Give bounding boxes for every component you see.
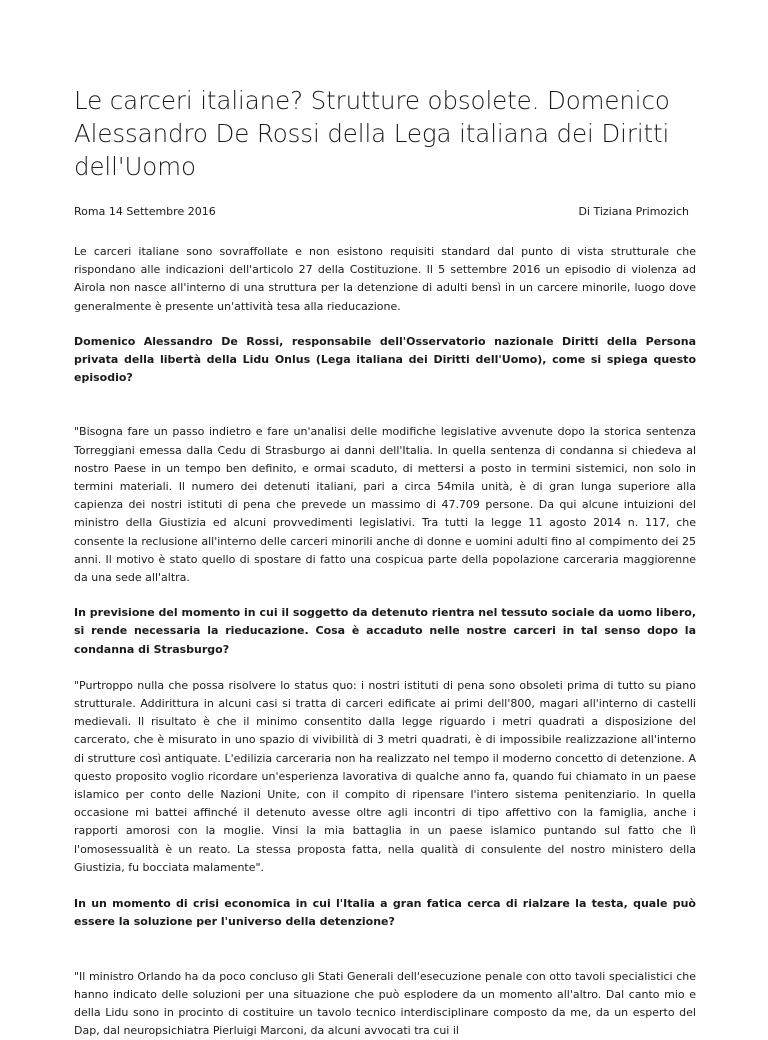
question-3: In un momento di crisi economica in cui l'Italia a gran fatica cerca di rialzare la testa, quale può essere la soluzione per l'universo della detenzione? — [74, 895, 696, 931]
answer-3: "Il ministro Orlando ha da poco concluso gli Stati Generali dell'esecuzione penale con otto tavoli specialistici che hanno indicato delle soluzioni per una situazione che può esplodere da un momento all'altro. Dal canto mio e della Lidu sono in procinto di costituire un tavolo tecnico interdisciplinare composto da me, da un esperto del Dap, dal neuropsichiatra Pierluigi Marconi, da alcuni avvocati tra cui il — [74, 968, 696, 1040]
author-byline: Di Tiziana Primozich — [578, 205, 696, 219]
answer-1: "Bisogna fare un passo indietro e fare un'analisi delle modifiche legislative avvenute dopo la storica sentenza Torreggiani emessa dalla Cedu di Strasburgo ai danni dell'Italia. In quella sentenza di condanna si chiedeva al nostro Paese in un tempo ben definito, e ormai scaduto, di mettersi a posto in termini sistemici, non solo in termini materiali. Il numero dei detenuti italiani, pari a circa 54mila unità, è di gran lunga superiore alla capienza dei nostri istituti di pena che prevede un massimo di 47.709 persone. Da qui alcune intuizioni del ministro della Giustizia ed alcuni provvedimenti legislativi. Tra tutti la legge 11 agosto 2014 n. 117, che consente la reclusione all'interno delle carceri minorili anche di donne e uomini adulti fino al compimento dei 25 anni. Il motivo è stato quello di spostare di fatto una cospicua parte della popolazione carceraria maggiorenne da una sede all'altra. — [74, 423, 696, 587]
article-meta — [74, 205, 696, 219]
answer-2: "Purtroppo nulla che possa risolvere lo status quo: i nostri istituti di pena sono obsoleti prima di tutto su piano strutturale. Addirittura in alcuni casi si tratta di carceri edificate ai primi dell'800, magari all'interno di castelli medievali. Il risultato è che il minimo consentito dalla legge riguardo i metri quadrati a disposizione del carcerato, che è misurato in uno spazio di vivibilità di 3 metri quadrati, è di impossibile realizzazione all'interno di strutture così antiquate. L'edilizia carceraria non ha realizzato nel tempo il moderno concetto di detenzione. A questo proposito voglio ricordare un'esperienza lavorativa di qualche anno fa, quando fui chiamato in un paese islamico per conto delle Nazioni Unite, con il compito di ripensare l'intero sistema penitenziario. In quella occasione mi battei affinché il detenuto avesse oltre agli incontri di tipo affettivo con la famiglia, anche i rapporti amorosi con la moglie. Vinsi la mia battaglia in un paese islamico puntando sul fatto che lì l'omosessualità è un reato. La stessa proposta fatta, nella qualità di consulente del nostro ministero della Giustizia, fu bocciata malamente". — [74, 677, 696, 877]
question-1: Domenico Alessandro De Rossi, responsabile dell'Osservatorio nazionale Diritti della Persona privata della libertà della Lidu Onlus (Lega italiana dei Diritti dell'Uomo), come si spiega questo episodio? — [74, 333, 696, 388]
intro-paragraph: Le carceri italiane sono sovraffollate e non esistono requisiti standard dal punto di vista strutturale che rispondano alle indicazioni dell'articolo 27 della Costituzione. Il 5 settembre 2016 un episodio di violenza ad Airola non nasce all'interno di una struttura per la detenzione di adulti bensì in un carcere minorile, luogo dove generalmente è presente un'attività tesa alla rieducazione. — [74, 243, 696, 316]
place-date: Roma 14 Settembre 2016 — [74, 205, 216, 219]
document-page — [74, 84, 696, 1040]
article-title: Le carceri italiane? Strutture obsolete. Domenico Alessandro De Rossi della Lega italiana dei Diritti dell'Uomo — [74, 84, 696, 183]
question-2: In previsione del momento in cui il soggetto da detenuto rientra nel tessuto sociale da uomo libero, si rende necessaria la rieducazione. Cosa è accaduto nelle nostre carceri in tal senso dopo la condanna di Strasburgo? — [74, 604, 696, 659]
